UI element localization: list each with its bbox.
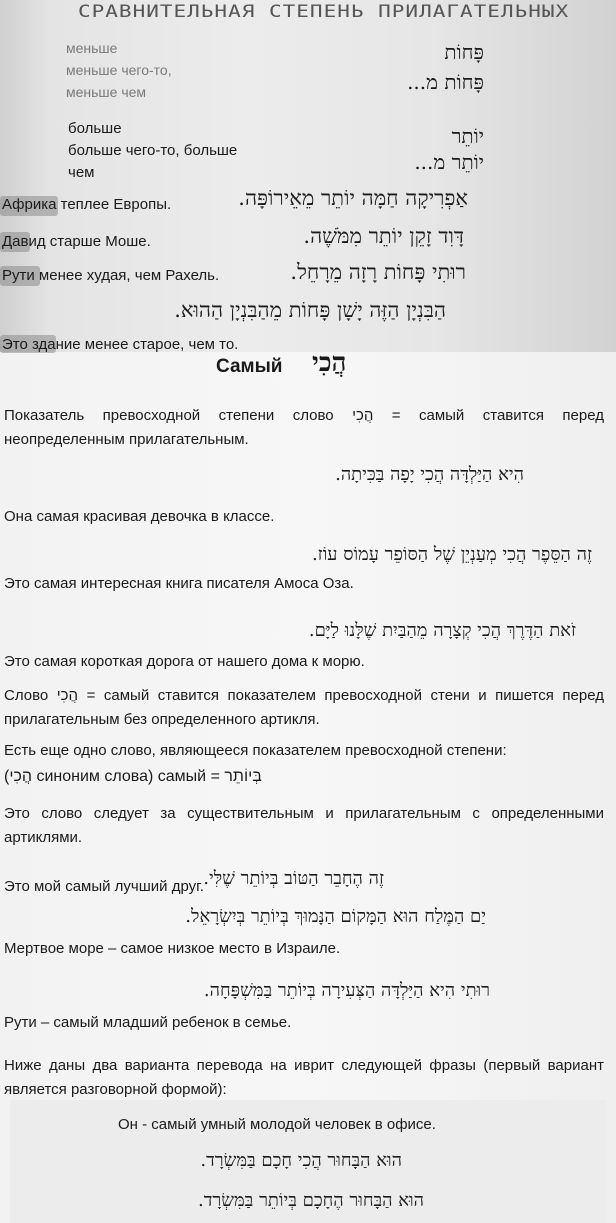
example-top-he-1: אַפְרִיקָה חַמָּה יוֹתֵר מֵאֵירוֹפָּה. <box>238 186 468 210</box>
comparative-ru-2b: меньше чем <box>66 84 147 100</box>
superlative-example2-ru-2: Мертвое море – самое низкое место в Израиле. <box>4 940 341 957</box>
superlative-example-he-1: הִיא הַיַּלְדָּה הֲכִי יָפָה בַּכִּיתָה. <box>335 464 524 485</box>
variants-he-2: הוּא הַבָּחוּר הֶחָכָם בְּיוֹתֵר בַּמִּשְׂרָד. <box>198 1190 424 1211</box>
superlative-rule-1: Слово הֲכִי = самый ставится показателем превосходной стени и пишется перед прилагательным без определенного артикля. <box>4 687 604 728</box>
superlative-example2-ru-1: Это мой самый лучший друг. <box>4 878 204 895</box>
example-top-ru-1: Африка теплее Европы. <box>2 196 172 213</box>
superlative-intro: Показатель превосходной степени слово הֲכִי = самый ставится перед неопределенным прилагательным. <box>4 407 604 448</box>
example-top-ru-3: Рути менее худая, чем Рахель. <box>2 267 220 284</box>
example-top-he-2: דָּוִד זָקֵן יוֹתֵר מִמֹּשֶׁה. <box>303 224 464 248</box>
comparative-he-3: יוֹתֵר <box>451 124 484 148</box>
comparative-ru-1: меньше <box>66 40 118 56</box>
example-top-he-3: רוּתִי פָּחוֹת רָזָה מֵרָחֵל. <box>290 260 466 284</box>
example-top-he-4: הַבִּנְיָן הַזֶּה יָשָׁן פָּחוֹת מֵהַבִּנְיָן הַהוּא. <box>174 298 446 322</box>
comparative-he-1: פָּחוֹת <box>444 40 484 64</box>
superlative-example-ru-2: Это самая интересная книга писателя Амоса Оза. <box>4 575 354 592</box>
variants-intro: Ниже даны два варианта перевода на иврит следующей фразы (первый вариант является разговорной формой): <box>4 1057 604 1098</box>
superlative-example-he-3: זֹאת הַדֶּרֶךְ הֲכִי קְצָרָה מֵהַבַּיִת שֶׁלָּנוּ לַיָּם. <box>308 620 576 641</box>
comparative-he-4: יוֹתֵר מ... <box>414 150 484 174</box>
superlative-title-ru: Самый <box>216 356 283 377</box>
superlative-rule-2-line-2: בְּיוֹתֵר = самый (синоним слова הֲכִי) <box>4 768 262 785</box>
superlative-example2-ru-3: Рути – самый младший ребенок в семье. <box>4 1014 292 1031</box>
example-top-ru-4: Это здание менее старое, чем то. <box>2 336 239 353</box>
example-top-ru-2: Давид старше Моше. <box>2 233 151 250</box>
superlative-rule-2-line-1: Есть еще одно слово, являющееся показателем превосходной степени: <box>4 742 507 759</box>
comparative-he-2: פָּחוֹת מ... <box>407 70 484 94</box>
comparative-ru-4b: чем <box>68 164 95 181</box>
comparative-ru-4a: больше чего-то, больше <box>68 142 238 159</box>
superlative-example2-he-2: יַם הַמֶּלַח הוּא הַמָּקוֹם הַנָּמוּךְ בְּיוֹתֵר בְּיִשְׂרָאֵל. <box>185 906 486 927</box>
variants-he-1: הוּא הַבָּחוּר הֲכִי חָכָם בַּמִּשְׂרָד. <box>200 1150 402 1171</box>
superlative-example-ru-3: Это самая короткая дорога от нашего дома к морю. <box>4 653 365 670</box>
superlative-example-ru-1: Она самая красивая девочка в классе. <box>4 508 275 525</box>
superlative-example2-he-1: זֶה הֶחָבֵר הַטּוֹב בְּיוֹתֵר שֶׁלִּי. <box>203 868 384 889</box>
superlative-example2-he-3: רוּתִי הִיא הַיַּלְדָּה הַצְּעִירָה בְּיוֹתֵר בַּמִּשְׁפָּחָה. <box>203 980 490 1001</box>
page-heading: СРАВНИТЕЛЬНАЯ СТЕПЕНЬ ПРИЛАГАТЕЛЬНЫХ <box>78 2 570 22</box>
comparative-ru-3: больше <box>68 120 122 137</box>
superlative-title-he: הֲכִי <box>312 348 347 378</box>
superlative-rule-3: Это слово следует за существительным и прилагательным с определенными артиклями. <box>4 805 604 846</box>
variants-ru-sentence: Он - самый умный молодой человек в офисе. <box>118 1116 436 1133</box>
superlative-example-he-2: זֶה הַסֵּפֶר הֲכִי מְעַנְיֵן שֶׁל הַסּוֹפֵר עָמוֹס עוֹז. <box>311 544 592 565</box>
comparative-ru-2a: меньше чего-то, <box>66 62 172 78</box>
